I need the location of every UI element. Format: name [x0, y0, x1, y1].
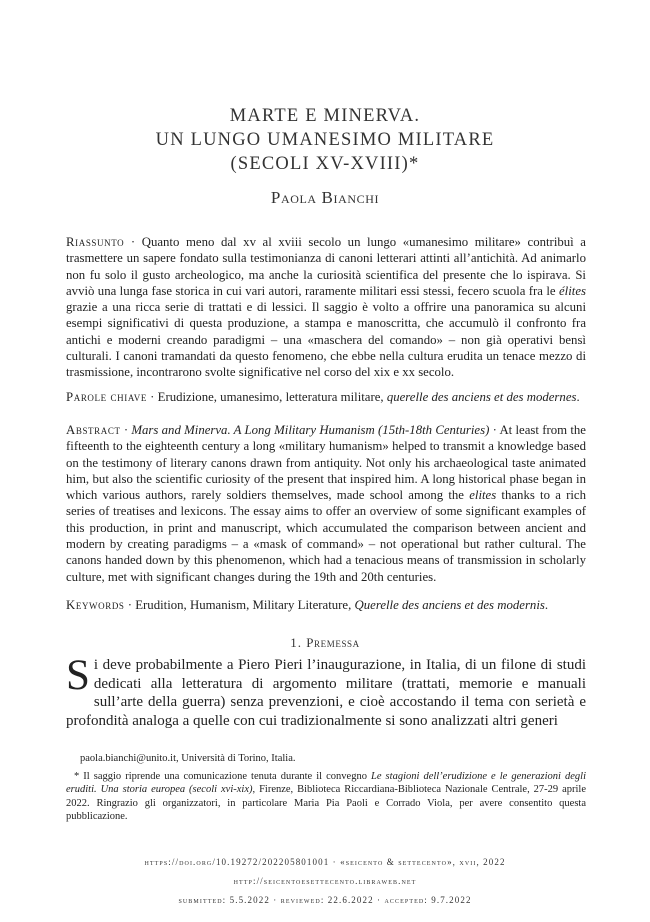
riassunto-emphasis: élites	[558, 283, 586, 298]
riassunto-separator: ·	[124, 235, 142, 249]
footnote-emphasis: Le stagioni dell’erudizione e le generazioni degli eruditi. Una storia europea (secoli xvi-xix)	[66, 771, 586, 796]
riassunto-text: Quanto meno dal xv al xviii secolo un lungo «umanesimo militare» contribuì a trasmettere un sapere fondato sulla testimonianza di canoni letterari attinti all’antichità. Ad animarlo non fu solo il gusto archeologico, ma anche la curiosità scientifica del presente che lo ispirava. Si avviò una lunga fase storica in cui vari autori, raramente militari essi stessi, fecero scuola fra le	[66, 235, 586, 298]
author-name: Paola Bianchi	[270, 188, 380, 207]
section-number: 1.	[290, 635, 302, 650]
abstract-emphasis: elites	[469, 488, 497, 503]
section-title: Premessa	[306, 635, 360, 650]
footnote-marker: *	[74, 771, 80, 783]
riassunto-text-2: grazie a una ricca serie di trattati e di lessici. Il saggio è volto a offrire una panoramica su alcuni esempi significativi di questa produzione, a stampa e manoscritta, che accumulò il confronto fra antichi e moderni creando paradigmi – una «maschera del comando» – non già operativi bensì culturali. I canoni tramandati da questo fenomeno, che ebbe nella cultura erudita un tenace mezzo di trasmissione, incontrarono svolte significative nel corso del xix e xx secolo.	[66, 300, 586, 380]
footnote-text: Il saggio riprende una comunicazione tenuta durante il convegno	[79, 771, 372, 783]
title-line-3: (SECOLI XV-XVIII)*	[230, 154, 420, 174]
keywords-emphasis: Querelle des anciens et des modernis	[354, 598, 545, 612]
footnotes	[66, 752, 586, 823]
doi-line: https://doi.org/10.19272/202205801001 · «seicento & settecento», xvii, 2022	[144, 857, 506, 867]
submission-dates-line: submitted: 5.5.2022 · reviewed: 22.6.2022 · accepted: 9.7.2022	[178, 895, 472, 905]
title-line-2: UN LUNGO UMANESIMO MILITARE	[155, 130, 495, 150]
parole-chiave-emphasis: querelle des anciens et des modernes	[386, 390, 577, 404]
parole-chiave-separator: ·	[146, 390, 158, 404]
abstract-paragraph	[66, 422, 586, 585]
abstract-label: Abstract	[66, 423, 121, 437]
journal-url-line: http://seicentoesettecento.libraweb.net	[233, 876, 417, 886]
parole-chiave-label: Parole chiave	[66, 390, 147, 404]
abstract-title: Mars and Minerva. A Long Military Humanism (15th-18th Centuries)	[131, 423, 490, 437]
body-paragraph	[66, 652, 586, 730]
author-affiliation: paola.bianchi@unito.it, Università di Torino, Italia.	[80, 753, 296, 764]
article-title	[0, 104, 650, 176]
riassunto-label: Riassunto	[66, 235, 125, 249]
footnote-text-2: , Firenze, Biblioteca Riccardiana-Biblioteca Nazionale Centrale, 27-29 aprile 2022. Ringrazio gli organizzatori, in particolare Maria Pia Paoli e Corrado Viola, per avere consentito questa pubblicazione.	[66, 784, 587, 822]
keywords-end: .	[544, 598, 549, 612]
section-heading	[0, 635, 650, 651]
title-line-1: MARTE E MINERVA.	[229, 106, 421, 126]
abstract-separator: ·	[120, 423, 132, 437]
riassunto-paragraph	[66, 234, 586, 381]
parole-chiave-text: Erudizione, umanesimo, letteratura militare,	[157, 390, 387, 404]
abstract-text: · At least from the fifteenth to the eighteenth century a long «military humanism» helped to transmit a knowledge based on the testimony of literary canons drawn from antiquity. Not only his archaeological taste animated him, but also the scientific curiosity of the present that inspired him. A long historical phase began in which various authors, rarely soldiers themselves, made school among the	[66, 423, 586, 503]
keywords-label: Keywords	[66, 598, 125, 612]
keywords-separator: ·	[124, 598, 136, 612]
body-text: i deve probabilmente a Piero Pieri l’inaugurazione, in Italia, di un filone di studi dedicati alla letteratura di argomento militare (trattati, memorie e manuali sull’arte della guerra) senza prevenzioni, e cioè accostando il tema con serietà e profondità analoga a quelle con cui tradizionalmente si sono analizzati altri generi	[66, 657, 586, 729]
parole-chiave-paragraph	[66, 389, 586, 405]
abstract-text-2: thanks to a rich series of treatises and lexicons. The essay aims to offer an overview of some significant examples of this production, in print and manuscript, which accumulated the comparison between ancient and modern by creating paradigms – a «mask of command» – not operational but rather cultural. The canons handed down by this phenomenon, which had a tenacious means of transmission in scholarly culture, met with significant changes during the 19th and 20th centuries.	[66, 488, 586, 584]
keywords-paragraph	[66, 597, 586, 613]
keywords-text: Erudition, Humanism, Military Literature,	[135, 598, 355, 612]
drop-cap: S	[66, 652, 90, 699]
parole-chiave-end: .	[576, 390, 580, 404]
footnote-star	[66, 770, 586, 823]
